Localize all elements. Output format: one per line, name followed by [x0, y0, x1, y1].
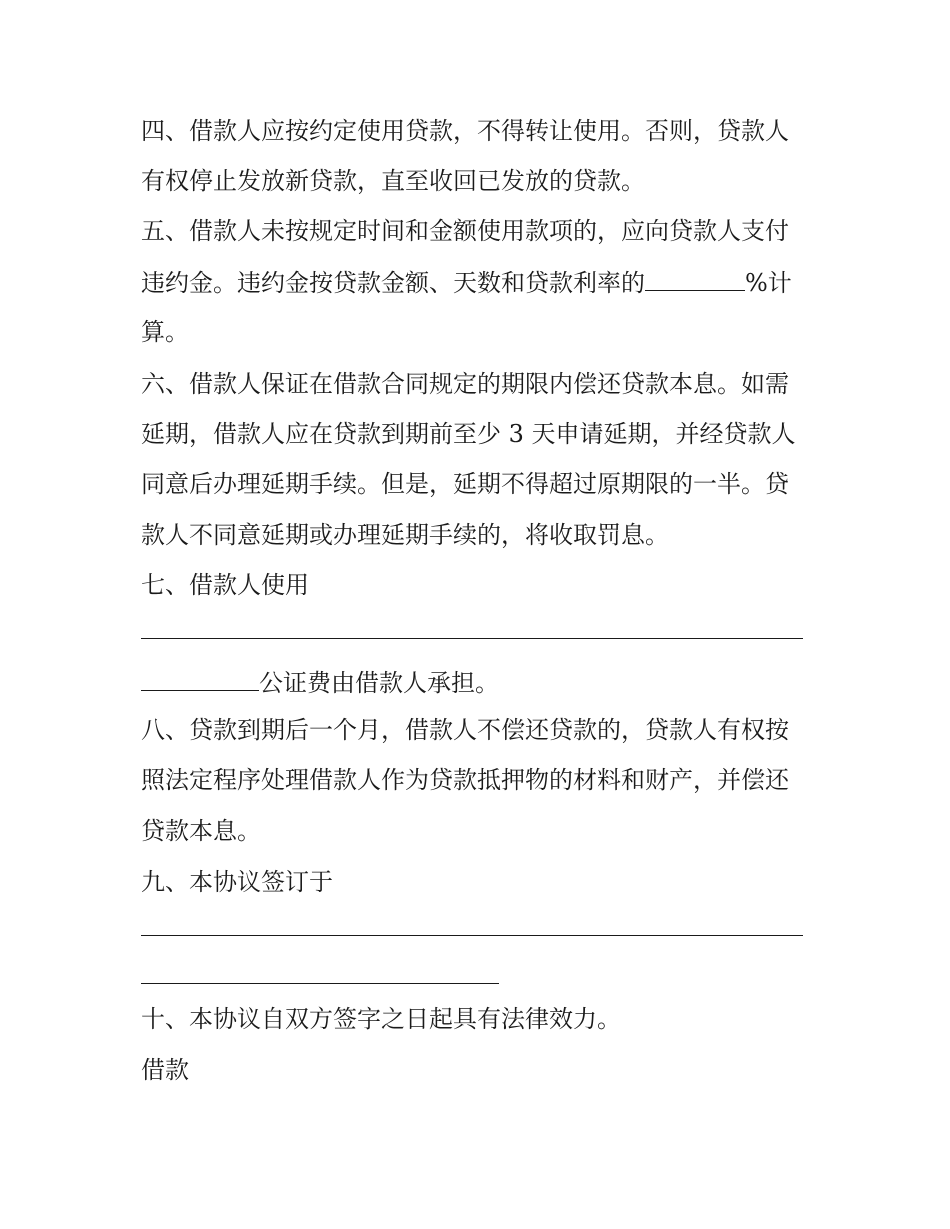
rate-blank[interactable]: [645, 264, 745, 291]
clause-6-line-1: 六、借款人保证在借款合同规定的期限内偿还贷款本息。如需: [141, 370, 789, 398]
clause-7-blank-line[interactable]: [141, 638, 803, 639]
clause-5-line-2: [141, 264, 821, 298]
clause-4-line-1: 四、借款人应按约定使用贷款，不得转让使用。否则，贷款人: [141, 117, 789, 145]
clause-9-blank-line-1[interactable]: [141, 935, 803, 936]
clause-7-line-1: 七、借款人使用: [141, 571, 309, 599]
clause-8-line-1: 八、贷款到期后一个月，借款人不偿还贷款的，贷款人有权按: [141, 716, 789, 744]
clause-7-line-3: [141, 664, 821, 698]
clause-8-line-2: 照法定程序处理借款人作为贷款抵押物的材料和财产，并偿还: [141, 766, 789, 794]
clause-5-suffix: %计: [745, 269, 792, 297]
clause-8-line-3: 贷款本息。: [141, 817, 261, 845]
clause-5-text: 违约金。违约金按贷款金额、天数和贷款利率的: [141, 269, 645, 297]
clause-9-line-1: 九、本协议签订于: [141, 868, 333, 896]
clause-6-line-2: 延期，借款人应在贷款到期前至少 3 天申请延期，并经贷款人: [141, 420, 796, 448]
clause-9-blank-line-2[interactable]: [141, 983, 499, 984]
clause-4-line-2: 有权停止发放新贷款，直至收回已发放的贷款。: [141, 167, 645, 195]
fee-blank[interactable]: [141, 664, 259, 691]
clause-10-line-1: 十、本协议自双方签字之日起具有法律效力。: [141, 1005, 621, 1033]
borrower-label: 借款: [141, 1056, 189, 1084]
clause-6-line-4: 款人不同意延期或办理延期手续的，将收取罚息。: [141, 521, 669, 549]
clause-5-line-3: 算。: [141, 318, 189, 346]
clause-7-text: 公证费由借款人承担。: [259, 669, 499, 697]
clause-6-line-3: 同意后办理延期手续。但是，延期不得超过原期限的一半。贷: [141, 470, 789, 498]
clause-5-line-1: 五、借款人未按规定时间和金额使用款项的，应向贷款人支付: [141, 217, 789, 245]
